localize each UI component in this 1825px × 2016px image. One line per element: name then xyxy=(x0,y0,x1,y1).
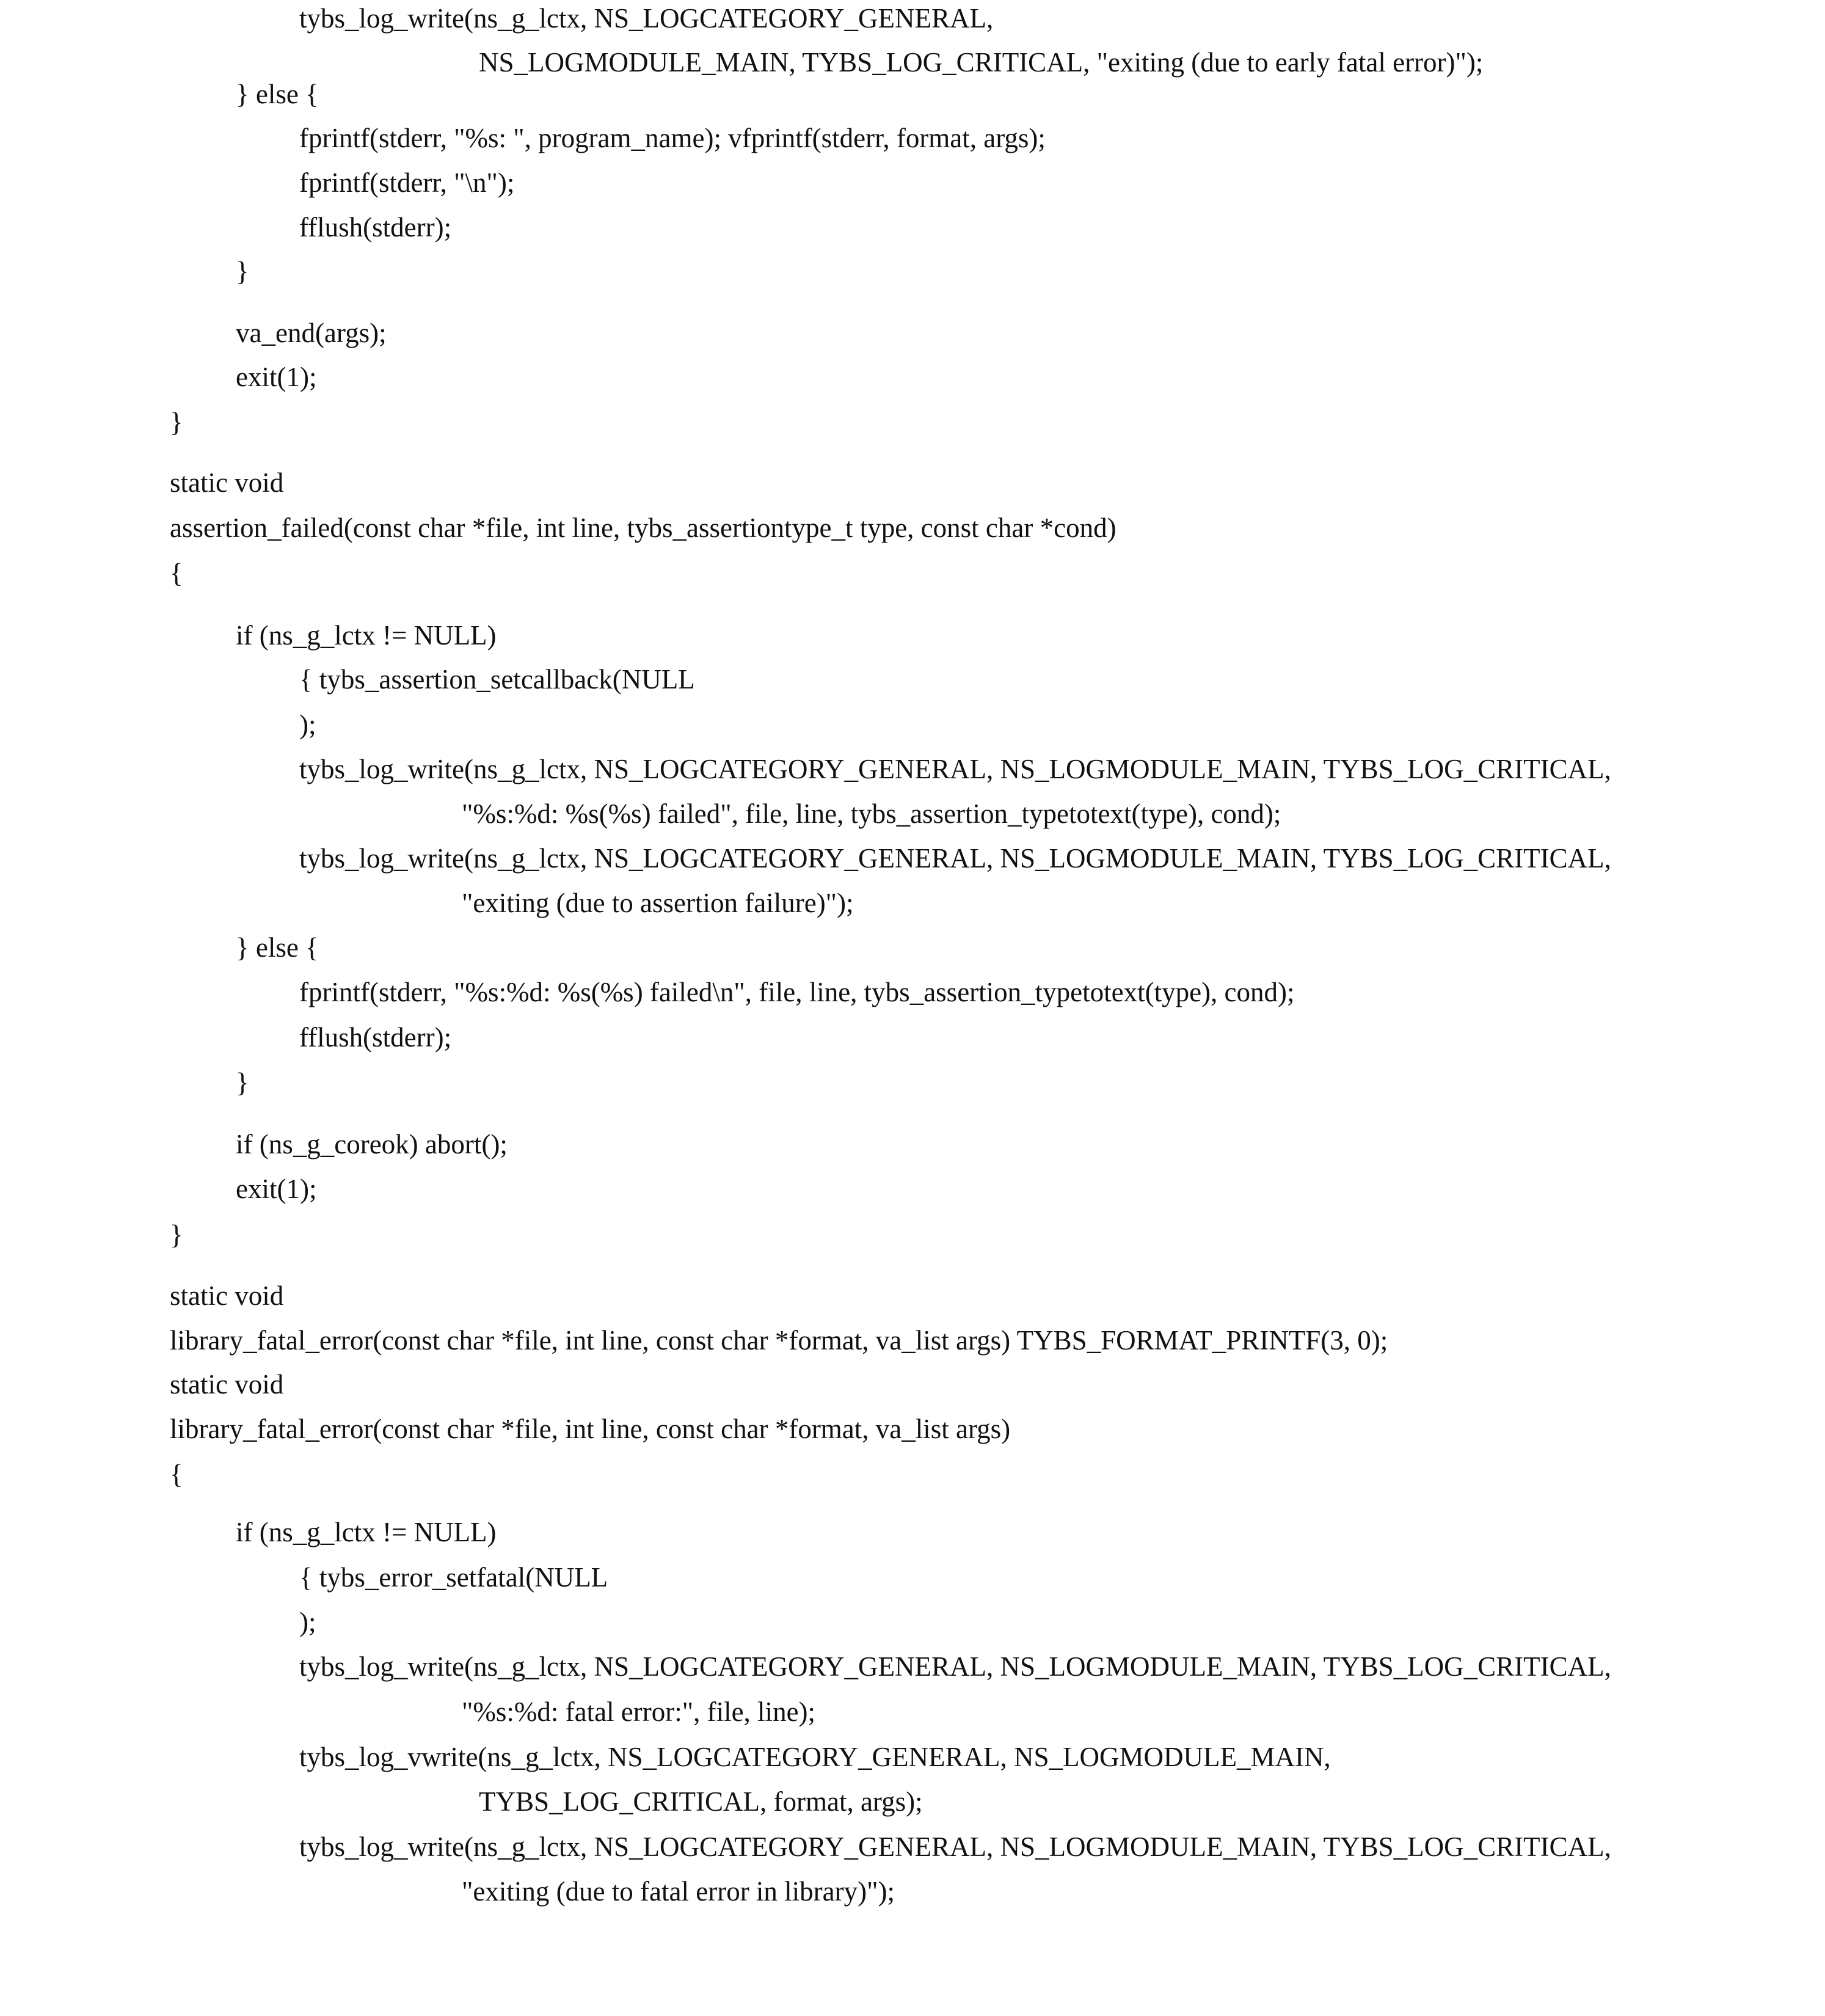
code-line: } xyxy=(236,1067,249,1098)
code-line: if (ns_g_coreok) abort(); xyxy=(236,1129,508,1160)
code-line: tybs_log_write(ns_g_lctx, NS_LOGCATEGORY_GENERAL, NS_LOGMODULE_MAIN, TYBS_LOG_CRITICAL, xyxy=(299,754,1611,784)
code-line: if (ns_g_lctx != NULL) xyxy=(236,1517,497,1547)
code-line: NS_LOGMODULE_MAIN, TYBS_LOG_CRITICAL, "exiting (due to early fatal error)"); xyxy=(479,47,1484,78)
code-line: } else { xyxy=(236,932,319,963)
code-line: ); xyxy=(299,709,316,740)
code-line: "%s:%d: %s(%s) failed", file, line, tybs_assertion_typetotext(type), cond); xyxy=(462,798,1281,829)
code-line: tybs_log_write(ns_g_lctx, NS_LOGCATEGORY_GENERAL, xyxy=(299,3,994,34)
code-line: library_fatal_error(const char *file, int line, const char *format, va_list args) xyxy=(170,1414,1011,1444)
code-line: } else { xyxy=(236,79,319,109)
code-line: static void xyxy=(170,1369,284,1400)
code-line: fprintf(stderr, "%s: ", program_name); vfprintf(stderr, format, args); xyxy=(299,123,1046,153)
code-line: tybs_log_write(ns_g_lctx, NS_LOGCATEGORY_GENERAL, NS_LOGMODULE_MAIN, TYBS_LOG_CRITICAL, xyxy=(299,843,1611,874)
code-line: } xyxy=(170,407,183,437)
code-line: "%s:%d: fatal error:", file, line); xyxy=(462,1696,816,1727)
code-line: tybs_log_vwrite(ns_g_lctx, NS_LOGCATEGORY_GENERAL, NS_LOGMODULE_MAIN, xyxy=(299,1742,1331,1772)
code-line: { xyxy=(170,558,183,588)
code-line: exit(1); xyxy=(236,362,317,392)
code-line: va_end(args); xyxy=(236,318,387,348)
code-line: TYBS_LOG_CRITICAL, format, args); xyxy=(479,1786,923,1817)
code-line: fprintf(stderr, "%s:%d: %s(%s) failed\n", file, line, tybs_assertion_typetotext(type), cond); xyxy=(299,977,1295,1007)
code-line: } xyxy=(170,1219,183,1250)
code-line: { xyxy=(170,1459,183,1489)
code-line: fprintf(stderr, "\n"); xyxy=(299,167,515,198)
code-line: fflush(stderr); xyxy=(299,212,452,243)
code-line: assertion_failed(const char *file, int line, tybs_assertiontype_t type, const char *cond) xyxy=(170,513,1116,543)
code-line: exit(1); xyxy=(236,1174,317,1204)
code-line: "exiting (due to assertion failure)"); xyxy=(462,888,854,918)
code-line: tybs_log_write(ns_g_lctx, NS_LOGCATEGORY_GENERAL, NS_LOGMODULE_MAIN, TYBS_LOG_CRITICAL, xyxy=(299,1832,1611,1862)
code-line: "exiting (due to fatal error in library)"); xyxy=(462,1876,895,1907)
code-line: static void xyxy=(170,1280,284,1311)
code-line: ); xyxy=(299,1607,316,1637)
code-line: } xyxy=(236,256,249,287)
code-line: { tybs_assertion_setcallback(NULL xyxy=(299,664,695,695)
code-line: library_fatal_error(const char *file, int line, const char *format, va_list args) TYBS_FORMAT_PRINTF(3, 0); xyxy=(170,1325,1388,1356)
code-line: if (ns_g_lctx != NULL) xyxy=(236,620,497,651)
code-line: static void xyxy=(170,467,284,498)
code-line: tybs_log_write(ns_g_lctx, NS_LOGCATEGORY_GENERAL, NS_LOGMODULE_MAIN, TYBS_LOG_CRITICAL, xyxy=(299,1651,1611,1682)
code-line: fflush(stderr); xyxy=(299,1022,452,1053)
code-line: { tybs_error_setfatal(NULL xyxy=(299,1562,608,1593)
